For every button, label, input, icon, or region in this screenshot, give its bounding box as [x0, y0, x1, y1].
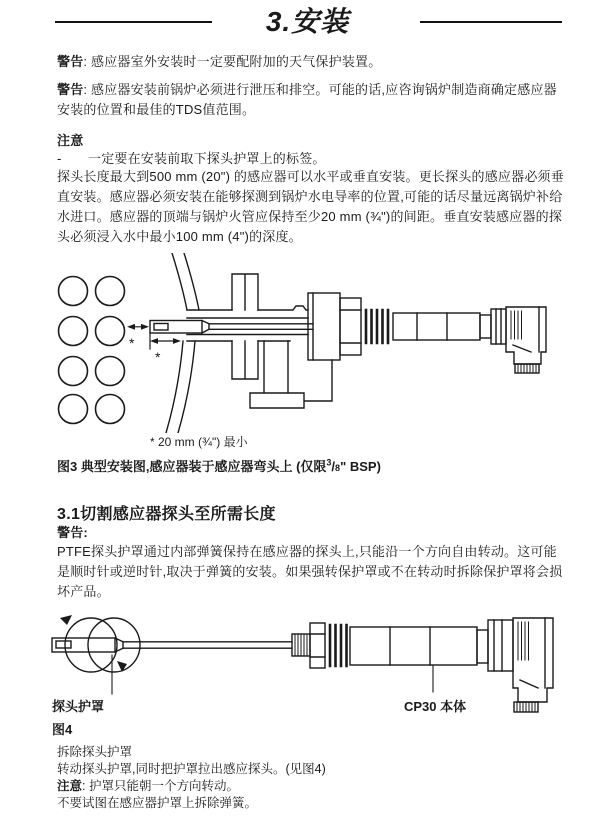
connector-head [513, 618, 553, 712]
warning-1-label: 警告 [57, 54, 84, 69]
removal-step: 转动探头护罩,同时把护罩拉出感应探头。(见图4) [57, 762, 326, 776]
figure4-diagram [50, 608, 615, 738]
figure3-caption-prefix: 图3 典型安装图,感应器装于感应器弯头上 (仅限 [57, 459, 327, 474]
removal-note-label: 注意 [57, 779, 83, 793]
note-label: 注意 [57, 133, 84, 148]
warning-2-text: : 感应器安装前锅炉必须进行泄压和排空。可能的话,应咨询锅炉制造商确定感应器安装的位置和最佳的TDS值范围。 [57, 82, 557, 117]
section-3-1-warning-label: 警告: [57, 525, 88, 540]
connector-head [506, 307, 546, 373]
dimension-mark-1: * [129, 335, 135, 351]
warning-2-label: 警告 [57, 82, 84, 97]
removal-note-text: : 护罩只能朝一个方向转动。 [82, 779, 239, 793]
note-bullet [57, 149, 565, 169]
removal-title: 拆除探头护罩 [57, 745, 133, 759]
section-3-1-heading: 3.1切割感应器探头至所需长度 [57, 506, 276, 523]
section-3-1-paragraph: PTFE探头护罩通过内部弹簧保持在感应器的探头上,只能沿一个方向自由转动。这可能是顺时针或逆时针,取决于弹簧的安装。如果强转保护罩或不在转动时拆除保护罩将会损坏产品。 [57, 544, 563, 599]
elbow-fitting [187, 274, 332, 408]
bullet-text: 一定要在安装前取下探头护罩上的标签。 [88, 151, 326, 166]
figure4-caption: 图4 [52, 722, 73, 737]
probe [150, 318, 313, 335]
rotation-spiral [60, 615, 140, 672]
threaded-section [292, 623, 347, 668]
warning-1-text: : 感应器室外安装时一定要配附加的天气保护装置。 [83, 54, 382, 69]
bullet-dash: - [57, 151, 62, 166]
intro-paragraph: 探头长度最大到500 mm (20") 的感应器可以水平或垂直安装。更长探头的感应器必须垂直安装。感应器必须安装在能够探测到锅炉水电导率的位置,可能的话尽量远离锅炉补给水进口。感应器的顶端与锅炉火管应保持至少20 mm (¾")的间距。垂直安装感应器的探头必须浸入水中最小100 mm (4")的深度。 [57, 169, 564, 244]
boiler-fire-tubes [59, 277, 125, 424]
leader-lines [112, 655, 433, 694]
figure4-label-probe-shield: 探头护罩 [52, 699, 105, 714]
figure3-caption-slash: / [331, 459, 336, 474]
figure4-label-body: CP30 本体 [404, 699, 467, 714]
title-rule-right [420, 21, 562, 23]
warning-1 [57, 52, 565, 72]
page-title: 3.安装 [265, 6, 350, 37]
boiler-wall [166, 253, 199, 433]
removal-note [57, 778, 239, 795]
removal-warning: 不要试图在感应器护罩上拆除弹簧。 [57, 796, 258, 810]
dimension-mark-2: * [155, 349, 161, 365]
figure3-diagram [50, 253, 615, 433]
figure3-caption-suffix: " BSP) [340, 459, 381, 474]
figure3-caption [57, 456, 565, 475]
warning-2 [57, 80, 565, 120]
figure3-annotation: * 20 mm (¾") 最小 [150, 435, 248, 449]
sensor-body [308, 293, 506, 360]
figure3-caption-denominator: 8 [335, 463, 341, 473]
sensor-body [350, 620, 513, 671]
figure3-caption-numerator: 3 [326, 457, 332, 468]
